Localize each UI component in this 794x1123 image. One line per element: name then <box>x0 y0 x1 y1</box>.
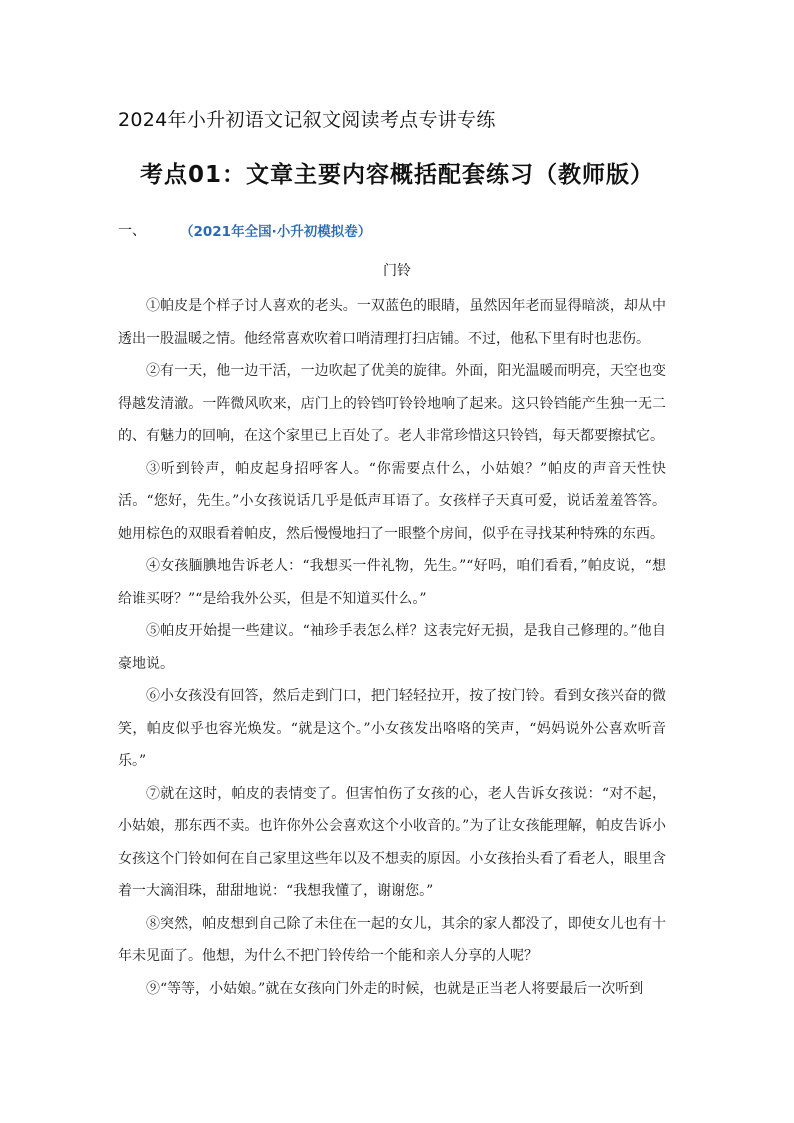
paragraph-9: ⑨“等等，小姑娘。”就在女孩向门外走的时候，也就是正当老人将要最后一次听到 <box>146 980 644 997</box>
section-heading <box>118 220 372 240</box>
paragraph-2: ②有一天，他一边干活，一边吹起了优美的旋律。外面，阳光温暖而明亮，天空也变得越发清澈。一阵微风吹来，店门上的铃铛叮铃铃地响了起来。这只铃铛能产生独一无二的、有魅力的回响，在这个家里已上百处了。老人非常珍惜这只铃铛，每天都要擦拭它。 <box>118 363 666 444</box>
paragraph-3: ③听到铃声，帕皮起身招呼客人。“你需要点什么，小姑娘？”帕皮的声音天性快活。“您好，先生。”小女孩说话几乎是低声耳语了。女孩样子天真可爱，说话羞羞答答。她用棕色的双眼看着帕皮，然后慢慢地扫了一眼整个房间，似乎在寻找某种特殊的东西。 <box>118 460 666 542</box>
paragraph-1: ①帕皮是个样子讨人喜欢的老头。一双蓝色的眼睛，虽然因年老而显得暗淡，却从中透出一股温暖之情。他经常喜欢吹着口哨清理打扫店铺。不过，他私下里有时也悲伤。 <box>118 298 666 347</box>
story-body <box>118 290 666 1005</box>
paragraph-8: ⑧突然，帕皮想到自己除了未住在一起的女儿，其余的家人都没了，即使女儿也有十年未见面了。他想，为什么不把门铃传给一个能和亲人分享的人呢？ <box>118 915 666 964</box>
paragraph-5: ⑤帕皮开始提一些建议。“袖珍手表怎么样？这表完好无损，是我自己修理的。”他自豪地说。 <box>118 623 666 672</box>
section-source: （2021年全国·小升初模拟卷） <box>180 224 372 240</box>
paragraph-6: ⑥小女孩没有回答，然后走到门口，把门轻轻拉开，按了按门铃。看到女孩兴奋的微笑，帕皮似乎也容光焕发。“就是这个。”小女孩发出咯咯的笑声，“妈妈说外公喜欢听音乐。” <box>118 688 666 769</box>
series-title: 2024年小升初语文记叙文阅读考点专讲专练 <box>118 109 496 131</box>
story-title: 门铃 <box>383 263 411 279</box>
paragraph-7: ⑦就在这时，帕皮的表情变了。但害怕伤了女孩的心，老人告诉女孩说：“对不起，小姑娘，那东西不卖。也许你外公会喜欢这个小收音的。”为了让女孩能理解，帕皮告诉小女孩这个门铃如何在自己家里这些年以及不想卖的原因。小女孩抬头看了看老人，眼里含着一大滴泪珠，甜甜地说：“我想我懂了，谢谢您。” <box>118 785 666 899</box>
page-title: 考点01：文章主要内容概括配套练习（教师版） <box>139 162 654 188</box>
section-number: 一、 <box>118 223 146 239</box>
paragraph-4: ④女孩腼腆地告诉老人：“我想买一件礼物，先生。”“好吗，咱们看看，”帕皮说，“想给谁买呀？”“是给我外公买，但是不知道买什么。” <box>118 558 666 607</box>
